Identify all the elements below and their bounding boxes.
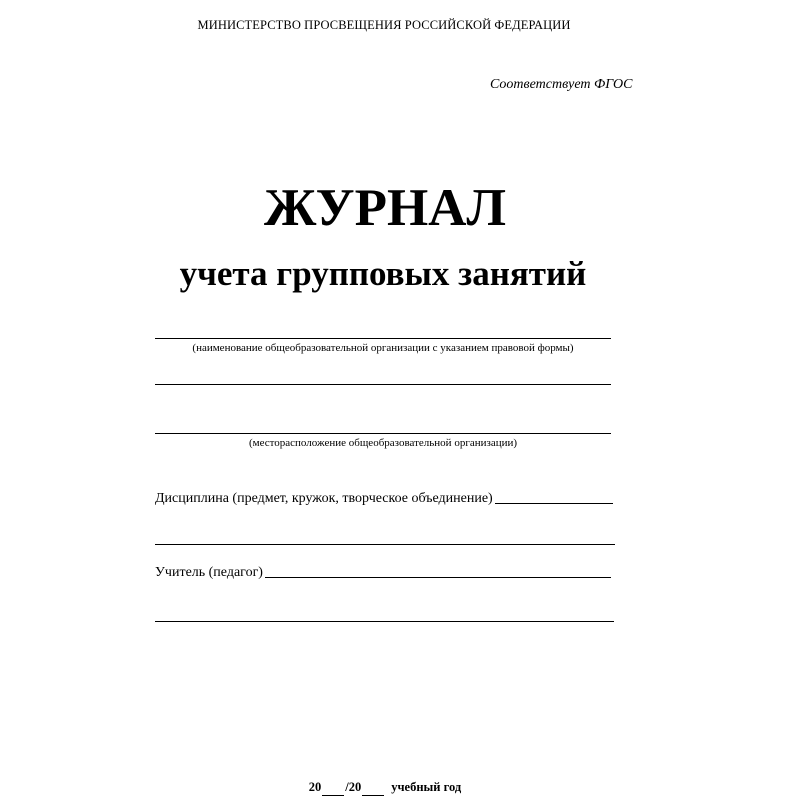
organization-name-line-2 — [155, 384, 611, 385]
discipline-fill-line — [495, 503, 613, 504]
teacher-field — [155, 564, 611, 582]
academic-year — [0, 780, 770, 796]
year-separator: /20 — [345, 780, 362, 794]
teacher-fill-line — [265, 577, 611, 578]
year-suffix: учебный год — [391, 780, 462, 794]
fgos-note: Соответствует ФГОС — [490, 77, 633, 92]
organization-name-caption: (наименование общеобразовательной организации с указанием правовой формы) — [192, 342, 574, 354]
year-prefix: 20 — [308, 780, 322, 794]
organization-name-line — [155, 338, 611, 339]
discipline-line-2 — [155, 544, 615, 545]
teacher-label: Учитель (педагог) — [155, 565, 263, 580]
discipline-field — [155, 490, 613, 508]
organization-location-caption: (месторасположение общеобразовательной организации) — [248, 437, 518, 449]
discipline-label: Дисциплина (предмет, кружок, творческое объединение) — [155, 491, 493, 506]
year-blank-2 — [362, 780, 384, 796]
year-blank-1 — [322, 780, 344, 796]
ministry-header: МИНИСТЕРСТВО ПРОСВЕЩЕНИЯ РОССИЙСКОЙ ФЕДЕРАЦИИ — [197, 18, 571, 32]
journal-title: ЖУРНАЛ — [264, 179, 506, 237]
teacher-line-2 — [155, 621, 614, 622]
organization-location-line — [155, 433, 611, 434]
journal-subtitle: учета групповых занятий — [179, 254, 587, 293]
